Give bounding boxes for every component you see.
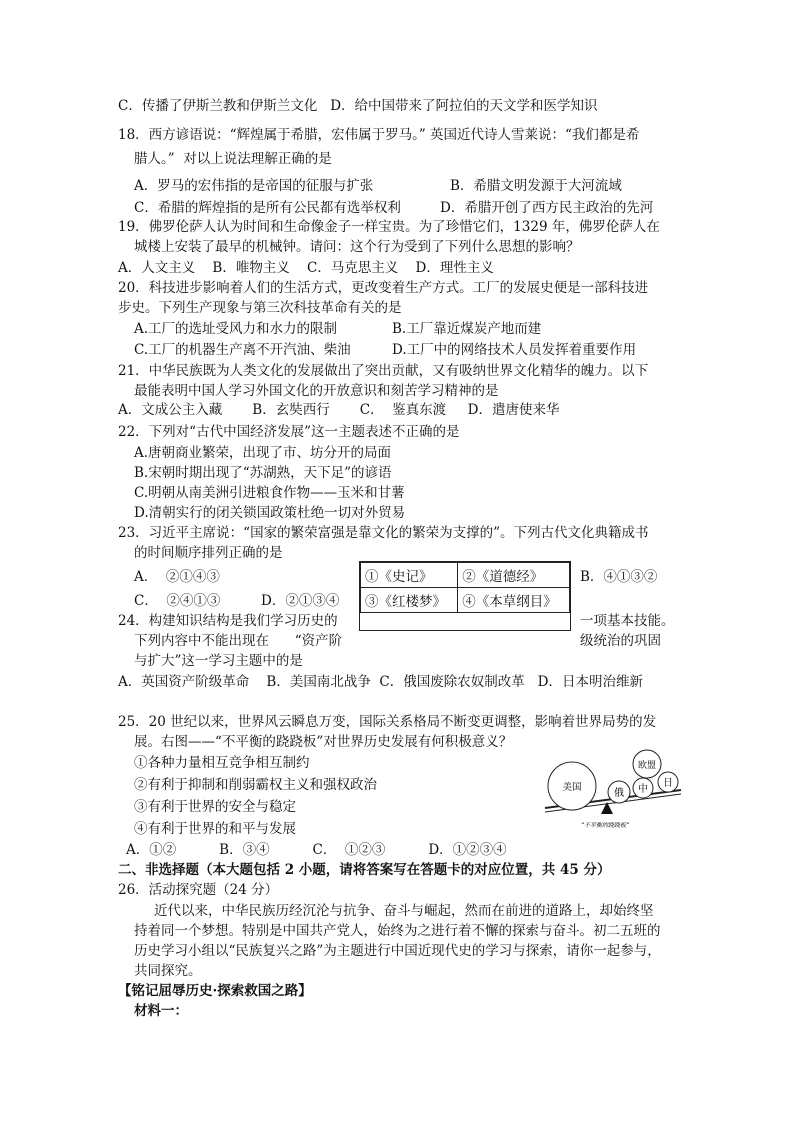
q17-options-cd: C．传播了伊斯兰教和伊斯兰文化 D．给中国带来了阿拉伯的天文学和医学知识: [118, 98, 598, 114]
material-one-label: 材料一：: [134, 1003, 188, 1019]
russia-label: 俄: [614, 788, 624, 799]
usa-label: 美国: [562, 782, 582, 793]
q25-item-2: ②有利于抑制和削弱霸权主义和强权政治: [134, 777, 377, 793]
q23-option-a: A． ②①④③: [134, 569, 220, 585]
q20-stem: 20．科技进步影响着人们的生活方式，更改变着生产方式。工厂的发展史便是一部科技进: [118, 280, 649, 296]
q25-item-4: ④有利于世界的和平与发展: [134, 821, 296, 837]
q26-intro-line-2: 持着同一个梦想。特别是中国共产党人，始终为之进行着不懈的探索与奋斗。初二五班的: [134, 923, 661, 939]
q22-stem: 22．下列对“古代中国经济发展”这一主题表述不正确的是: [118, 424, 460, 440]
q23-books-table: [359, 561, 571, 631]
q18-option-c: C．希腊的辉煌指的是所有公民都有选举权利: [134, 200, 401, 216]
q22-option-c: C.明朝从南美洲引进粮食作物——玉米和甘薯: [134, 485, 405, 501]
q21-stem: 21．中华民族既为人类文化的发展做出了突出贡献，又有吸纳世界文化精华的魄力。以下: [118, 363, 649, 379]
q25-options: A．①② B．③④ C． ①②③ D．①②③④: [126, 842, 507, 858]
seesaw-illustration: [535, 748, 685, 830]
book-cell-1: ①《史记》: [361, 563, 458, 588]
q18-option-b: B．希腊文明发源于大河流域: [450, 178, 622, 194]
q19-stem: 19．佛罗伦萨人认为时间和生命像金子一样宝贵。为了珍惜它们，1329 年，佛罗伦萨人在: [118, 219, 660, 235]
q22-option-d: D.清朝实行的闭关锁国政策杜绝一切对外贸易: [134, 505, 406, 521]
q23-option-c: C． ②④①③: [134, 593, 221, 609]
q22-option-b: B.宋朝时期出现了“苏湖熟，天下足”的谚语: [134, 465, 392, 481]
q26-heading: 26．活动探究题（24 分）: [118, 882, 279, 898]
q25-item-1: ①各种力量相互竞争相互制约: [134, 755, 310, 771]
book-cell-4: ④《本草纲目》: [458, 588, 570, 613]
q22-option-a: A.唐朝商业繁荣，出现了市、坊分开的局面: [134, 445, 392, 461]
q26-intro-line-1: 近代以来，中华民族历经沉沦与抗争、奋斗与崛起，然而在前进的道路上，却始终坚: [154, 903, 654, 919]
q20-option-a: A.工厂的选址受风力和水力的限制: [134, 321, 338, 337]
q24-stem: 24．构建知识结构是我们学习历史的: [118, 613, 338, 629]
q24-stem-cont: 下列内容中不能出现在 “资产阶: [134, 633, 343, 649]
q25-stem: 25．20 世纪以来，世界风云瞬息万变，国际关系格局不断变更调整，影响着世界局势的发: [118, 714, 657, 730]
eu-label: 欧盟: [637, 761, 657, 771]
seesaw-caption: “不平衡的跷跷板”: [580, 822, 630, 829]
q20-option-b: B.工厂靠近煤炭产地而建: [392, 321, 542, 337]
q23-option-d: D．②①③④: [261, 593, 340, 609]
q18-stem: 18．西方谚语说：“辉煌属于希腊，宏伟属于罗马。” 英国近代诗人雪莱说：“我们都是希: [118, 127, 640, 143]
q26-intro-line-3: 历史学习小组以“民族复兴之路”为主题进行中国近现代史的学习与探索，请你一起参与，: [134, 943, 661, 959]
q24-stem-end: 与扩大”这一学习主题中的是: [134, 653, 303, 669]
q20-option-d: D.工厂中的网络技术人员发挥着重要作用: [392, 342, 637, 358]
q26-subsection-title: 【铭记屈辱历史·探索救国之路】: [118, 983, 312, 999]
q25-item-3: ③有利于世界的安全与稳定: [134, 799, 296, 815]
japan-label: 日: [663, 778, 673, 789]
q18-option-d: D．希腊开创了西方民主政治的先河: [440, 200, 654, 216]
book-cell-3: ③《红楼梦》: [361, 588, 458, 613]
q26-intro-line-4: 共同探究。: [134, 963, 202, 979]
q19-stem-cont: 城楼上安装了最早的机械钟。请问：这个行为受到了下列什么思想的影响？: [134, 239, 580, 255]
q24-stem-right: 一项基本技能。: [580, 613, 675, 629]
q18-option-a: A．罗马的宏伟指的是帝国的征服与扩张: [134, 178, 374, 194]
q18-stem-cont: 腊人。” 对以上说法理解正确的是: [134, 151, 332, 167]
q20-stem-cont: 步史。下列生产现象与第三次科技革命有关的是: [118, 300, 402, 316]
q23-option-b: B．④①③②: [580, 569, 658, 585]
china-label: 中: [638, 784, 648, 795]
q23-stem-cont: 的时间顺序排列正确的是: [134, 545, 283, 561]
q19-options: A．人文主义 B．唯物主义 C．马克思主义 D．理性主义: [118, 260, 494, 276]
q23-stem: 23．习近平主席说：“国家的繁荣富强是靠文化的繁荣为支撑的”。下列古代文化典籍成书: [118, 525, 649, 541]
q25-stem-cont: 展。右图——“不平衡的跷跷板”对世界历史发展有何积极意义？: [134, 734, 513, 750]
q21-options: A．文成公主入藏 B．玄奘西行 C． 鉴真东渡 D．遣唐使来华: [118, 402, 560, 418]
q24-stem-cont-right: 级统治的巩固: [580, 633, 661, 649]
book-cell-2: ②《道德经》: [458, 563, 570, 588]
q24-options: A．英国资产阶级革命 B．美国南北战争 C．俄国废除农奴制改革 D．日本明治维新: [118, 674, 643, 690]
q20-option-c: C.工厂的机器生产离不开汽油、柴油: [134, 342, 351, 358]
section-2-heading: 二、非选择题（本大题包括 2 小题，请将答案写在答题卡的对应位置，共 45 分）: [118, 862, 611, 878]
q21-stem-cont: 最能表明中国人学习外国文化的开放意识和刻苦学习精神的是: [134, 383, 499, 399]
